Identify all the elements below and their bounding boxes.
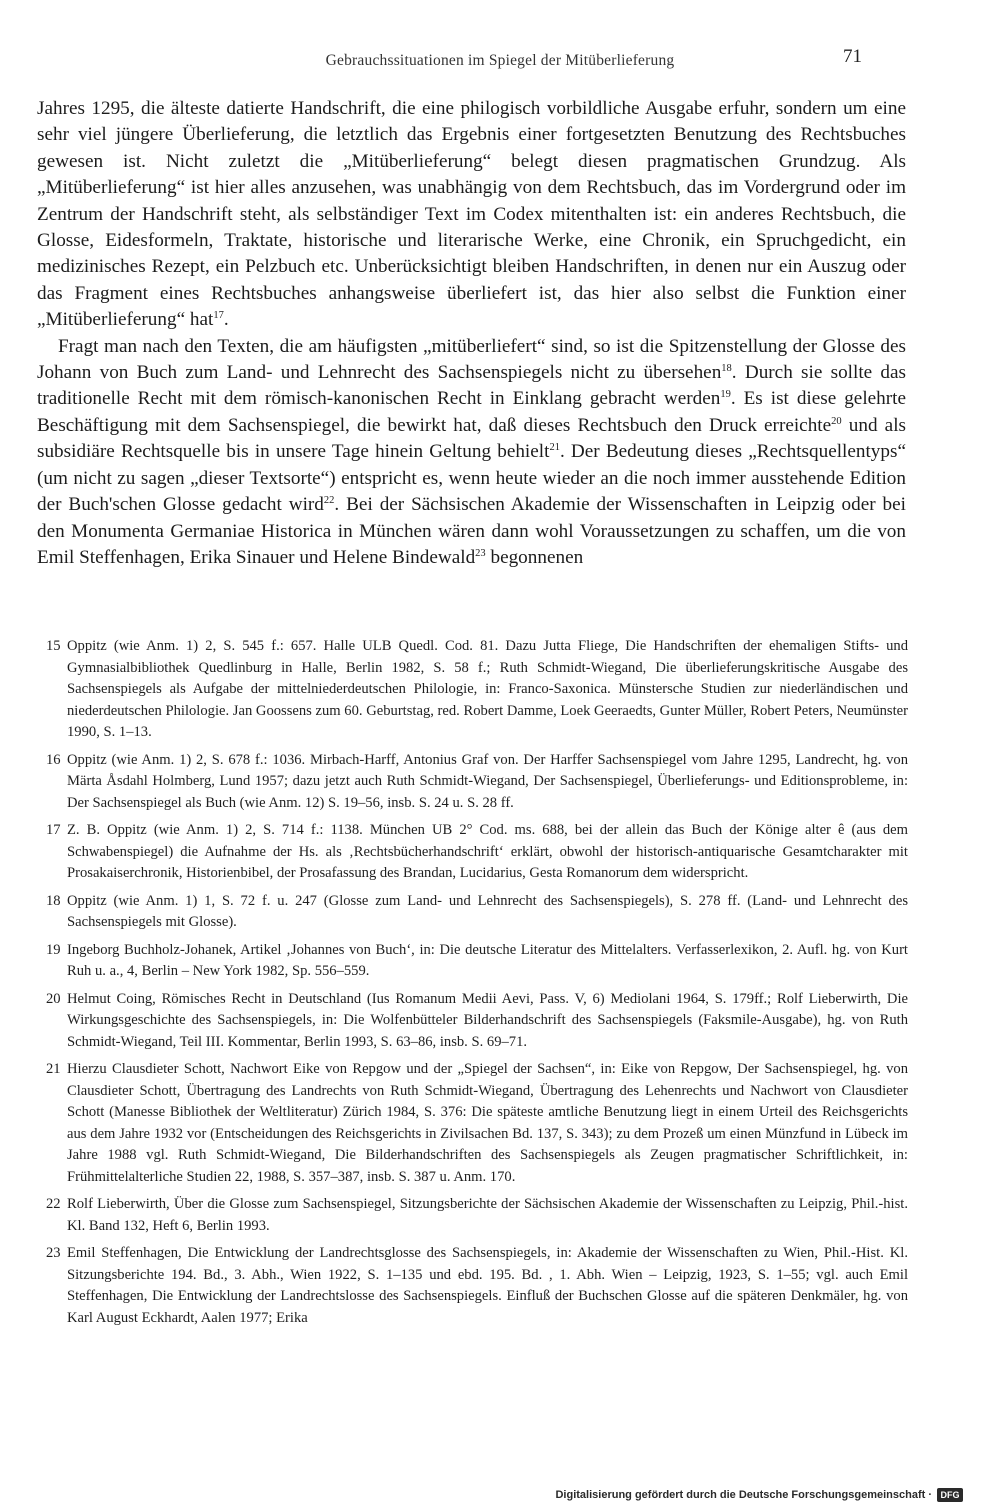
- dfg-logo-icon[interactable]: DFG: [937, 1488, 963, 1502]
- footnote-number: 21: [46, 1061, 61, 1077]
- page-header: [30, 46, 970, 80]
- text-run: . Es ist diese gelehrte Beschäftigung mit dem Sachsenspiegel, die bewirkt hat, daß dieses Rechtsbuch den Druck erreichte: [37, 388, 906, 436]
- footnote-number: 20: [46, 990, 61, 1007]
- footnote-19: [46, 940, 908, 983]
- footnote-ref-23[interactable]: 23: [475, 547, 486, 559]
- footnote-ref-22[interactable]: 22: [323, 495, 335, 507]
- footnote-number: 16: [46, 751, 61, 768]
- paragraph-2: [37, 334, 906, 572]
- footnote-16: [46, 750, 908, 815]
- footnote-number: 17: [46, 822, 61, 838]
- footnote-text: Hierzu Clausdieter Schott, Nachwort Eike von Repgow und der „Spiegel der Sachsen“, in: Eike von Repgow, Der Sachsenspiegel, hg. von Clausdieter Schott, Übertragung des Landrechts von Ruth Schmidt-Wiegand, Übertragung des Lehenrechts und Nachwort von Clausdieter Schott (Manesse Bibliothek der Weltliteratur) Zürich 1984, S. 376: Die späteste amtliche Benutzung liegt in einem Urteil des Reichsgerichts aus dem Jahre 1932 vor (Entscheidungen des Reichsgerichts in Zivilsachen Bd. 137, S. 343); zu dem Prozeß um einen Münzfund in Lübeck im Jahre 1988 vgl. Ruth Schmidt-Wiegand, Die Bilderhandschriften des Sachsenspiegels als Zeugen pragmatischer Schriftlichkeit, in: Frühmittelalterliche Studien 22, 1988, S. 357–387, insb. S. 387 u. Anm. 170.: [67, 1061, 908, 1185]
- page-footer: [0, 1482, 1000, 1510]
- footnote-text: Z. B. Oppitz (wie Anm. 1) 2, S. 714 f.: 1138. München UB 2° Cod. ms. 688, bei der allein das Buch der Könige alter ê (aus dem Schwabenspiegel) die Aufnahme der Hs. als ‚Rechtsbücherhandschrift‘ erklärt, obwohl der historisch-antiquarische Gesamtcharakter mit Prosakaiserchronik, Historienbibel, der Prosafassung des Brandan, Lucidarius, Gesta Romanorum dem widerspricht.: [67, 822, 908, 881]
- text-run: und als subsidiäre Rechtsquelle bis in unsere Tage hinein Geltung behielt: [37, 414, 906, 463]
- footnote-ref-19[interactable]: 19: [720, 389, 731, 401]
- page-number: 71: [843, 46, 862, 67]
- footnote-21: [46, 1059, 908, 1188]
- footnote-17: [46, 820, 908, 885]
- body-text: [37, 96, 906, 571]
- footnote-text: Rolf Lieberwirth, Über die Glosse zum Sachsenspiegel, Sitzungsberichte der Sächsischen Akademie der Wissenschaften zu Leipzig, Phil.-hist. Kl. Band 132, Heft 6, Berlin 1993.: [67, 1196, 908, 1234]
- text-run: . Der Bedeutung dieses „Rechtsquellentyps“ (um nicht zu sagen „dieser Textsorte“) entspricht es, wenn heute wieder an die noch immer ausstehende Edition der Buch'schen Glosse gedacht wird: [37, 441, 906, 516]
- footnote-number: 23: [46, 1245, 61, 1261]
- dfg-credit: [555, 1485, 963, 1505]
- credit-text: Digitalisierung gefördert durch die Deutsche Forschungsgemeinschaft ·: [555, 1489, 932, 1501]
- footnote-text: Ingeborg Buchholz-Johanek, Artikel ‚Johannes von Buch‘, in: Die deutsche Literatur des Mittelalters. Verfasserlexikon, 2. Aufl. hg. von Kurt Ruh u. a., 4, Berlin – New York 1982, Sp. 556–559.: [67, 941, 908, 979]
- text-run: .: [223, 309, 229, 331]
- text-run: . Durch sie sollte das traditionelle Recht mit dem römisch-kanonischen Recht in Einklang gebracht werden: [37, 362, 906, 410]
- text-run: Jahres 1295, die älteste datierte Handschrift, die eine philogisch vorbildliche Ausgabe erfuhr, sondern um eine sehr viel jüngere Überlieferung, die letztlich das Ergebnis einer fortgesetzten Benutzung des Rechtsbuches gewesen ist. Nicht zuletzt die „Mitüberlieferung“ belegt diesen pragmatischen Grundzug. Als „Mitüberlieferung“ ist hier alles anzusehen, was unabhängig von dem Rechtsbuch, das im Vordergrund oder im Zentrum der Handschrift steht, als selbständiger Text im Codex mitenthalten ist: ein anderes Rechtsbuch, die Glosse, Eidesformeln, Traktate, historische und literarische Werke, eine Chronik, ein Spruchgedicht, ein medizinisches Rezept, ein Pelzbuch etc. Unberücksichtigt bleiben Handschriften, in denen nur ein Auszug oder das Fragment eines Rechtsbuches anhangsweise überliefert ist, das hier also selbst die Funktion einer „Mitüberlieferung“ hat: [37, 98, 906, 331]
- footnote-ref-21[interactable]: 21: [549, 442, 560, 454]
- footnote-ref-17[interactable]: 17: [213, 310, 224, 322]
- footnote-text: Oppitz (wie Anm. 1) 2, S. 678 f.: 1036. Mirbach-Harff, Antonius Graf von. Der Harffer Sachsenspiegel vom Jahre 1295, Landrecht, hg. von Märta Åsdahl Holmberg, Lund 1957; dazu jetzt auch Ruth Schmidt-Wiegand, Der Sachsenspiegel, Überlieferungs- und Editionsprobleme, in: Der Sachsenspiegel als Buch (wie Anm. 12) S. 19–56, insb. S. 24 u. S. 28 ff.: [67, 751, 908, 811]
- paragraph-1: [37, 96, 906, 334]
- footnote-number: 15: [46, 638, 61, 654]
- footnote-ref-18[interactable]: 18: [721, 363, 732, 375]
- footnote-text: Oppitz (wie Anm. 1) 2, S. 545 f.: 657. Halle ULB Quedl. Cod. 81. Dazu Jutta Fliege, Die Handschriften der ehemaligen Stifts- und Gymnasialbibliothek Quedlinburg in Halle, Berlin 1982, S. 58 f.; Ruth Schmidt-Wiegand, Die überlieferungskritische Ausgabe des Sachsenspiegels als Aufgabe der mittelniederdeutschen Philologie, in: Franco-Saxonica. Münstersche Studien zur niederländischen und niederdeutschen Philologie. Jan Goossens zum 60. Geburtstag, red. Robert Damme, Loek Geeraedts, Gunter Müller, Robert Peters, Neumünster 1990, S. 1–13.: [67, 638, 908, 740]
- text-run: Fragt man nach den Texten, die am häufigsten „mitüberliefert“ sind, so ist die Spitzenstellung der Glosse des Johann von Buch zum Land- und Lehnrecht des Sachsenspiegels nicht zu übersehen: [37, 335, 906, 384]
- footnote-number: 22: [46, 1196, 61, 1212]
- footnote-22: [46, 1194, 908, 1237]
- running-title: Gebrauchssituationen im Spiegel der Mitüberlieferung: [325, 52, 675, 69]
- footnote-text: Emil Steffenhagen, Die Entwicklung der Landrechtsglosse des Sachsenspiegels, in: Akademie der Wissenschaften zu Wien, Phil.-Hist. Kl. Sitzungsberichte 194. Bd., 3. Abh., Wien 1922, S. 1–135 und ebd. 195. Bd. , 1. Abh. Wien – Leipzig, 1923, S. 1–55; vgl. auch Emil Steffenhagen, Die Entwicklung der Landrechtslosse des Sachsenspiegels. Einfluß der Buchschen Glosse auf die späteren Denkmäler, hg. von Karl August Eckhardt, Aalen 1977; Erika: [67, 1245, 908, 1326]
- footnote-18: [46, 891, 908, 934]
- footnote-number: 18: [46, 892, 61, 909]
- footnote-text: Helmut Coing, Römisches Recht in Deutschland (Ius Romanum Medii Aevi, Pass. V, 6) Mediolani 1964, S. 179ff.; Rolf Lieberwirth, Die Wirkungsgeschichte des Sachsenspiegels, in: Die Wolfenbütteler Bilderhandschrift des Sachsenspiegels (Faksmile-Ausgabe), hg. von Ruth Schmidt-Wiegand, Teil III. Kommentar, Berlin 1993, S. 63–86, insb. S. 69–71.: [67, 990, 908, 1050]
- text-run: . Bei der Sächsischen Akademie der Wissenschaften in Leipzig oder bei den Monumenta Germaniae Historica in München wären dann wohl Voraussetzungen zu schaffen, um die von Emil Steffenhagen, Erika Sinauer und Helene Bindewald: [37, 494, 906, 568]
- footnotes: [46, 636, 908, 1335]
- footnote-23: [46, 1243, 908, 1329]
- footnote-15: [46, 636, 908, 744]
- footnote-number: 19: [46, 941, 61, 958]
- footnote-text: Oppitz (wie Anm. 1) 1, S. 72 f. u. 247 (Glosse zum Land- und Lehnrecht des Sachsenspiegels), S. 278 ff. (Land- und Lehnrecht des Sachsenspiegels mit Glosse).: [67, 892, 908, 930]
- footnote-ref-20[interactable]: 20: [831, 415, 842, 427]
- footnote-20: [46, 989, 908, 1054]
- text-run: begonnenen: [485, 546, 584, 568]
